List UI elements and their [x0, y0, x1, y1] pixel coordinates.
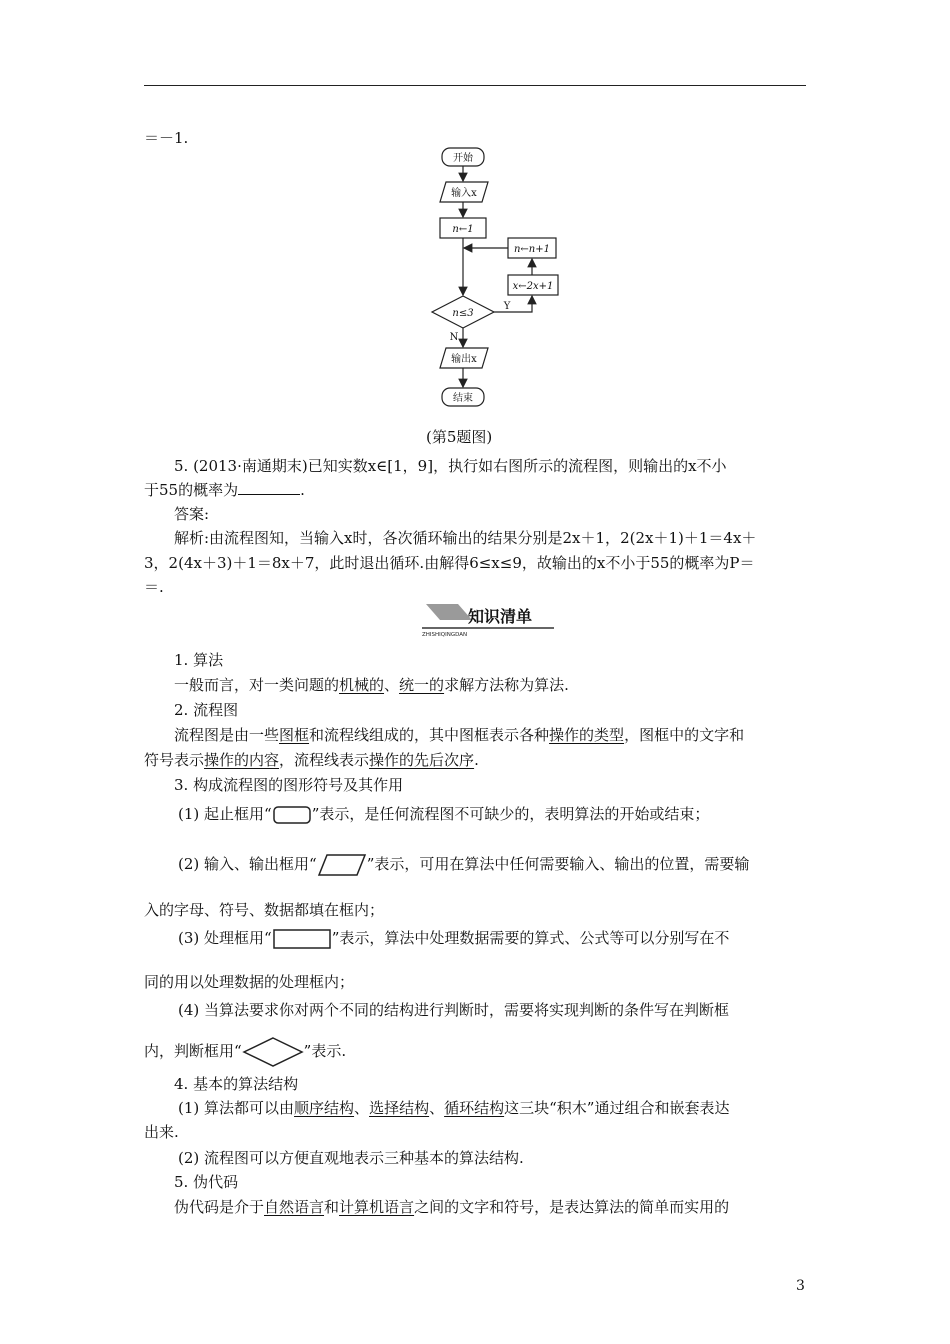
text: (1) 算法都可以由: [178, 1099, 295, 1117]
text: 伪代码是介于: [174, 1198, 265, 1216]
text: 、: [384, 676, 400, 694]
underlined-term: 选择结构: [369, 1099, 430, 1117]
underlined-term: 机械的: [339, 676, 385, 694]
text: 之间的文字和符号，是表达算法的简单而实用的: [414, 1198, 730, 1216]
symbol-terminal-line: [178, 804, 709, 826]
heading-flowchart: 2. 流程图: [174, 701, 239, 719]
heading-pseudocode: 5. 伪代码: [174, 1173, 239, 1191]
para-pseudocode: [174, 1197, 729, 1217]
symbol-io-line: [178, 852, 749, 878]
underlined-term: 图框: [279, 726, 310, 744]
symbol-process-line: [178, 927, 729, 951]
text: 这三块“积木”通过组合和嵌套表达: [504, 1099, 730, 1117]
analysis-line-3: ＝.: [144, 578, 164, 596]
update-n-label: n←n+1: [513, 244, 551, 255]
problem-line-2-text: 于55的概率为: [144, 481, 239, 499]
para-algorithm: [174, 675, 569, 695]
text: ，图框中的文字和: [624, 726, 745, 744]
symbol-process-line-2: 同的用以处理数据的处理框内；: [144, 973, 355, 991]
no-label: N: [449, 332, 459, 343]
heading-symbols: 3. 构成流程图的图形符号及其作用: [174, 776, 404, 794]
update-x-label: x←2x+1: [512, 281, 554, 292]
input-label: 输入x: [451, 188, 477, 199]
underlined-term: 自然语言: [264, 1198, 325, 1216]
text: 、: [354, 1099, 370, 1117]
text: 流程图是由一些: [174, 726, 280, 744]
condition-label: n≤3: [452, 308, 474, 319]
underlined-term: 统一的: [399, 676, 445, 694]
text: ”表示，算法中处理数据需要的算式、公式等可以分别写在不: [331, 929, 730, 947]
flowchart: [420, 144, 570, 414]
symbol-decision-line-2: [144, 1036, 346, 1068]
symbol-io-line-2: 入的字母、符号、数据都填在框内；: [144, 901, 385, 919]
badge-subtitle: ZHISHIQINGDAN: [422, 632, 468, 638]
heading-structures: 4. 基本的算法结构: [174, 1075, 299, 1093]
header-rule: [144, 85, 806, 86]
para-flowchart-1: [174, 725, 744, 745]
text: ”表示.: [303, 1042, 347, 1060]
heading-algorithm: 1. 算法: [174, 651, 224, 669]
badge-title: 知识清单: [468, 607, 533, 626]
underlined-term: 操作的先后次序: [369, 751, 475, 769]
structures-line-1: [178, 1098, 729, 1118]
io-symbol-icon: [317, 852, 367, 878]
text: ”表示，可用在算法中任何需要输入、输出的位置，需要输: [366, 855, 750, 873]
process-symbol-icon: [272, 927, 332, 951]
figure-caption: (第5题图): [426, 428, 493, 446]
text: ，流程线表示: [279, 751, 370, 769]
underlined-term: 操作的类型: [549, 726, 625, 744]
text: (3) 处理框用“: [178, 929, 272, 947]
underlined-term: 操作的内容: [204, 751, 280, 769]
text: 符号表示: [144, 751, 205, 769]
text: ”表示，是任何流程图不可缺少的，表明算法的开始或结束；: [311, 805, 710, 823]
decision-symbol-icon: [242, 1036, 304, 1068]
page-number: 3: [796, 1278, 805, 1294]
text: 和: [324, 1198, 340, 1216]
text: 求解方法称为算法.: [444, 676, 569, 694]
text: 、: [429, 1099, 445, 1117]
structures-line-2: 出来.: [144, 1123, 179, 1141]
yes-label: Y: [503, 301, 511, 312]
structures-line-3: (2) 流程图可以方便直观地表示三种基本的算法结构.: [178, 1149, 524, 1167]
problem-line-2: [144, 480, 305, 500]
init-label: n←1: [452, 224, 474, 235]
text: 内，判断框用“: [144, 1042, 242, 1060]
answer-blank: [238, 480, 300, 495]
terminal-symbol-icon: [272, 804, 312, 826]
analysis-line-1: 解析:由流程图知，当输入x时，各次循环输出的结果分别是2x＋1，2(2x＋1)＋1＝4x＋: [174, 529, 757, 547]
start-label: 开始: [453, 153, 473, 164]
text: .: [474, 751, 479, 769]
end-label: 结束: [453, 393, 473, 404]
text: 和流程线组成的，其中图框表示各种: [309, 726, 550, 744]
badge-arrow-shape: [426, 604, 472, 620]
symbol-decision-line: (4) 当算法要求你对两个不同的结构进行判断时，需要将实现判断的条件写在判断框: [178, 1001, 730, 1019]
problem-line-1: 5. (2013·南通期末)已知实数x∈[1，9]，执行如右图所示的流程图，则输出的x不小: [174, 457, 727, 475]
answer-label: 答案:: [174, 505, 210, 523]
output-label: 输出x: [451, 354, 477, 365]
analysis-line-2: 3，2(4x＋3)＋1＝8x＋7，此时退出循环.由解得6≤x≤9，故输出的x不小于55的概率为P＝: [144, 554, 755, 572]
underlined-term: 计算机语言: [339, 1198, 415, 1216]
top-fragment: ＝－1.: [144, 129, 189, 147]
text: 一般而言，对一类问题的: [174, 676, 340, 694]
para-flowchart-2: [144, 750, 479, 770]
problem-line-2-end: .: [300, 481, 305, 499]
underlined-term: 顺序结构: [294, 1099, 355, 1117]
text: (2) 输入、输出框用“: [178, 855, 317, 873]
section-badge: [418, 598, 558, 638]
text: (1) 起止框用“: [178, 805, 272, 823]
underlined-term: 循环结构: [444, 1099, 505, 1117]
